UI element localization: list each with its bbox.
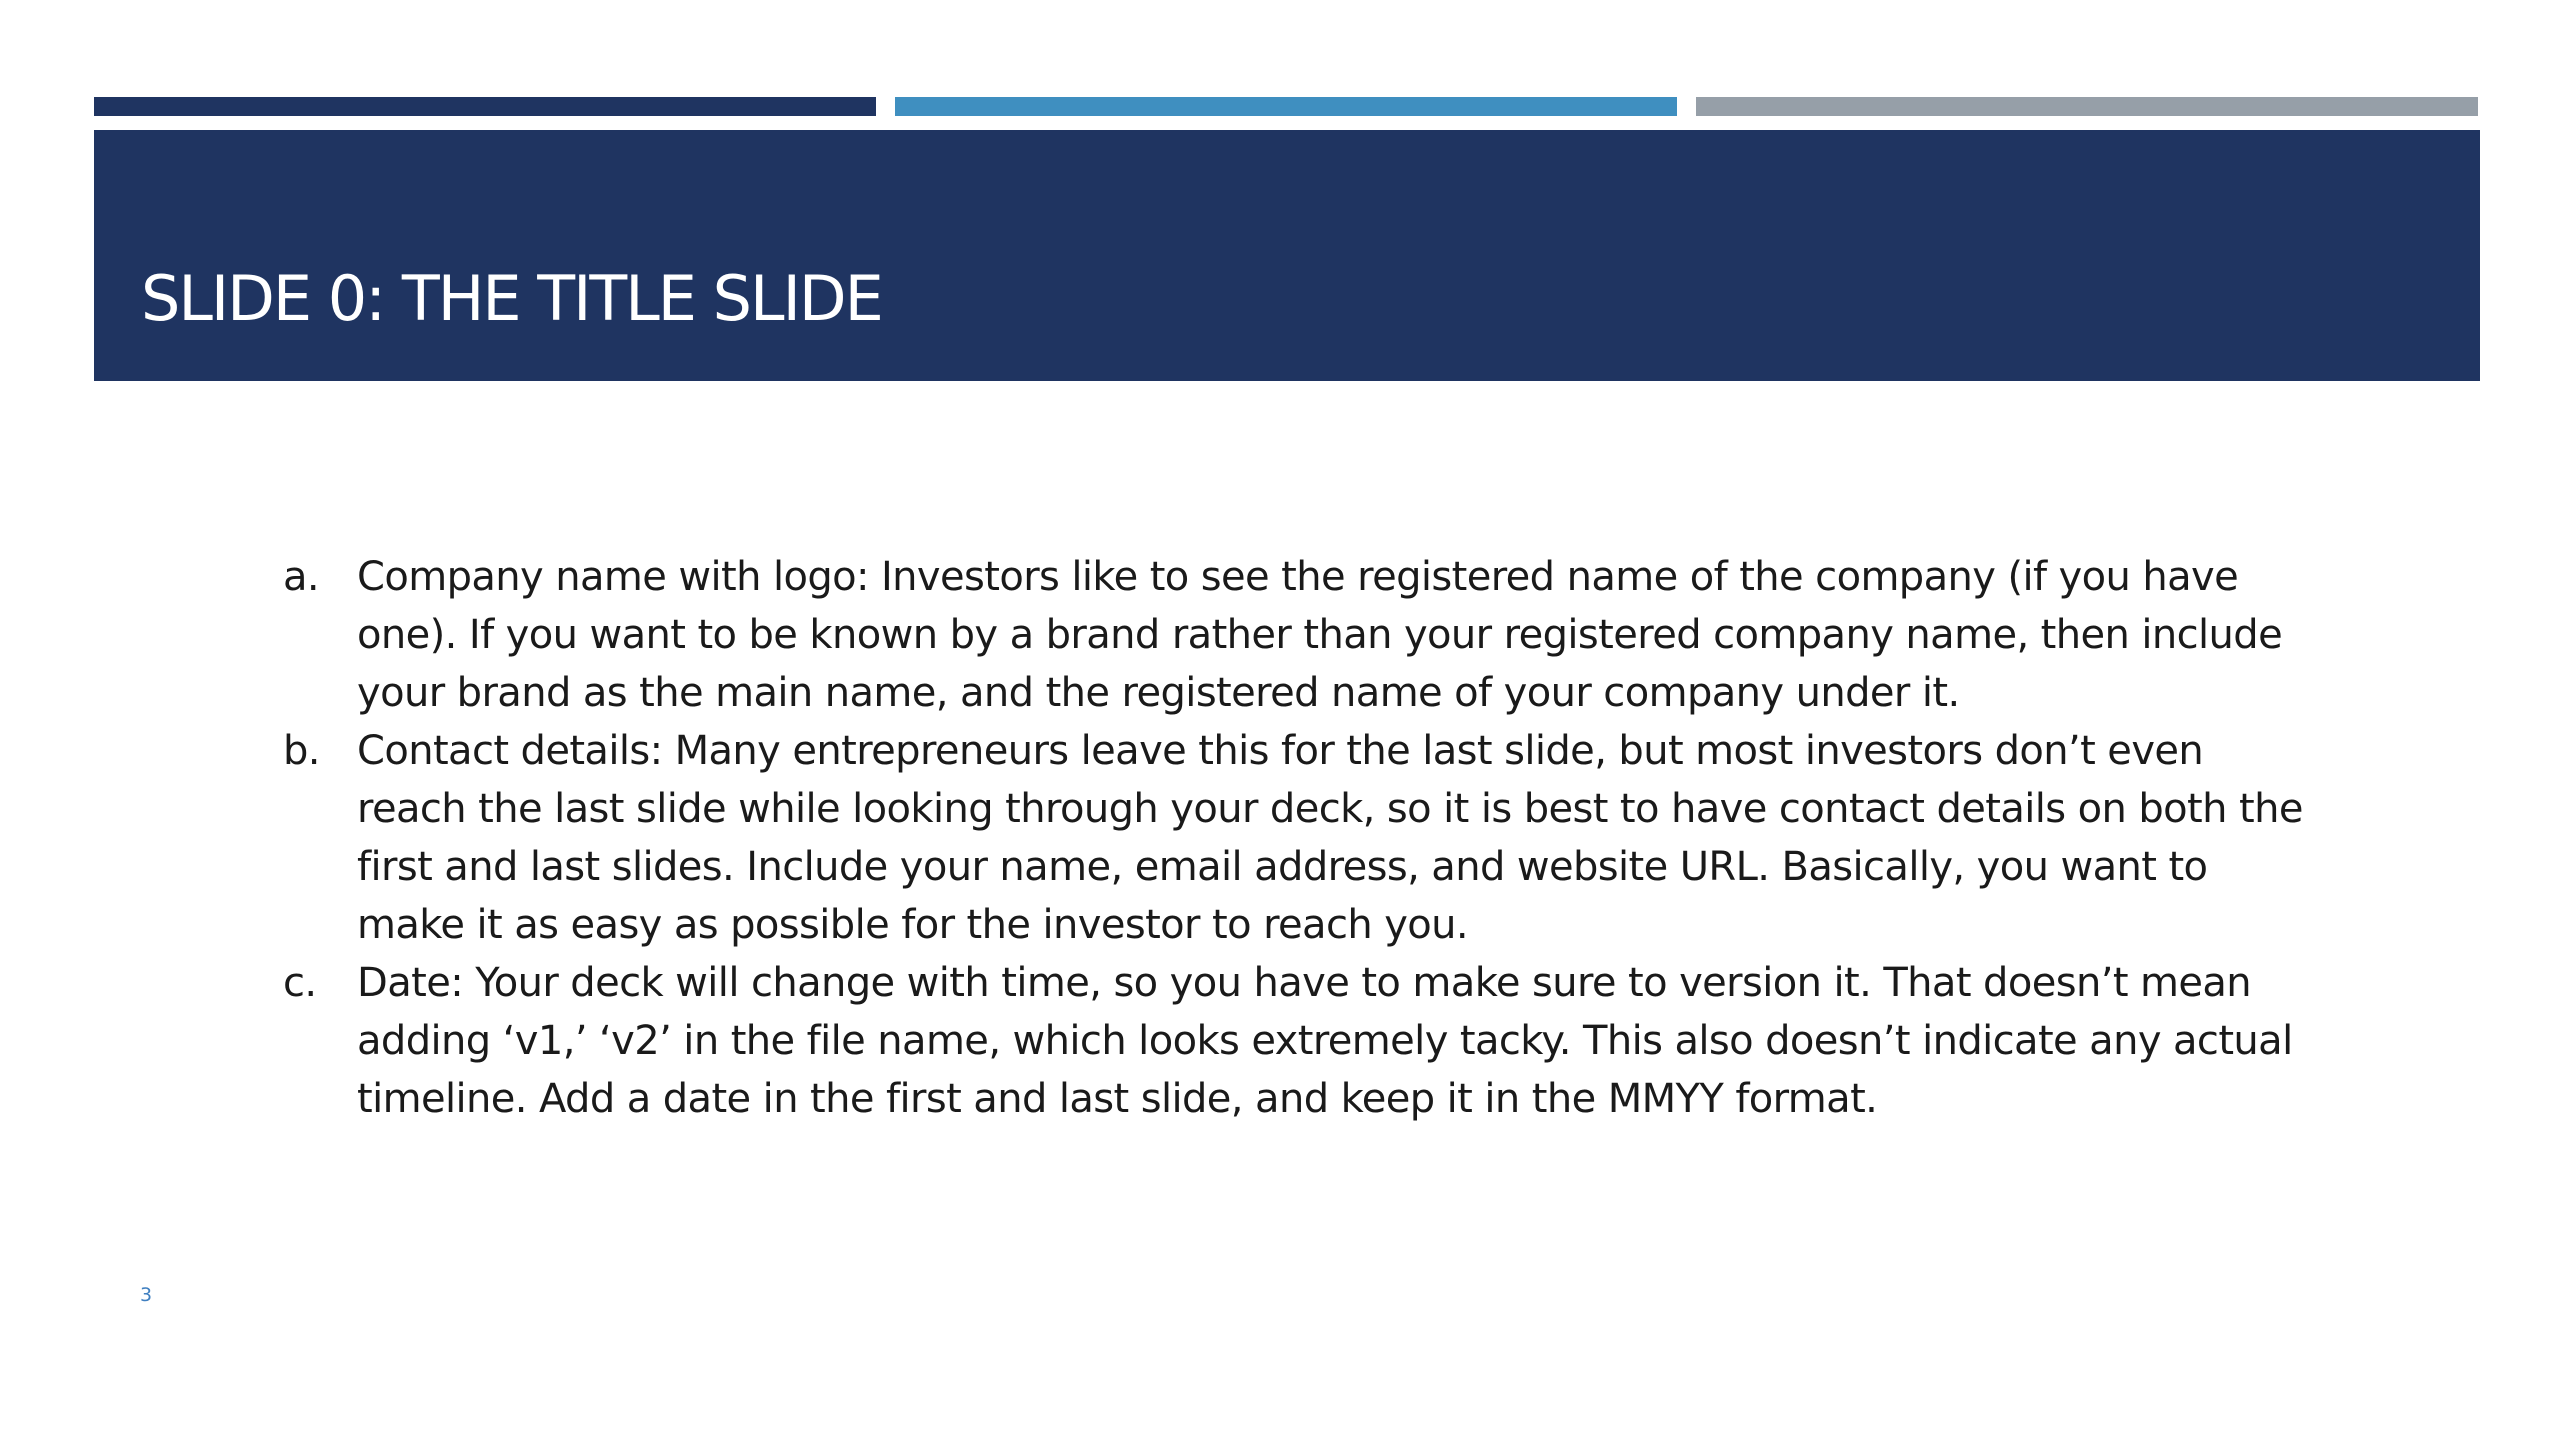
list-marker: c. (283, 960, 317, 1006)
accent-bar-dark (94, 97, 876, 116)
list-marker: b. (283, 728, 320, 774)
list-item (283, 548, 2323, 722)
list-item-text: Company name with logo: Investors like to see the registered name of the company (if you have one). If you want to be known by a brand rather than your registered company name, then include your brand as the main name, and the registered name of your company under it. (357, 554, 2283, 716)
list-item-text: Contact details: Many entrepreneurs leave this for the last slide, but most investors don’t even reach the last slide while looking through your deck, so it is best to have contact details on both the first and last slides. Include your name, email address, and website URL. Basically, you want to make it as easy as possible for the investor to reach you. (357, 728, 2303, 948)
title-band (94, 130, 2480, 381)
accent-bar-blue (895, 97, 1677, 116)
list-item (283, 722, 2323, 954)
list-item (283, 954, 2323, 1128)
list-marker: a. (283, 554, 320, 600)
content-list (283, 548, 2323, 1128)
accent-bar-gray (1696, 97, 2478, 116)
list-item-text: Date: Your deck will change with time, so you have to make sure to version it. That doesn’t mean adding ‘v1,’ ‘v2’ in the file name, which looks extremely tacky. This also doesn’t indicate any actual timeline. Add a date in the first and last slide, and keep it in the MMYY format. (357, 960, 2293, 1122)
slide-title: SLIDE 0: THE TITLE SLIDE (141, 262, 882, 335)
slide-number: 3 (140, 1284, 153, 1306)
